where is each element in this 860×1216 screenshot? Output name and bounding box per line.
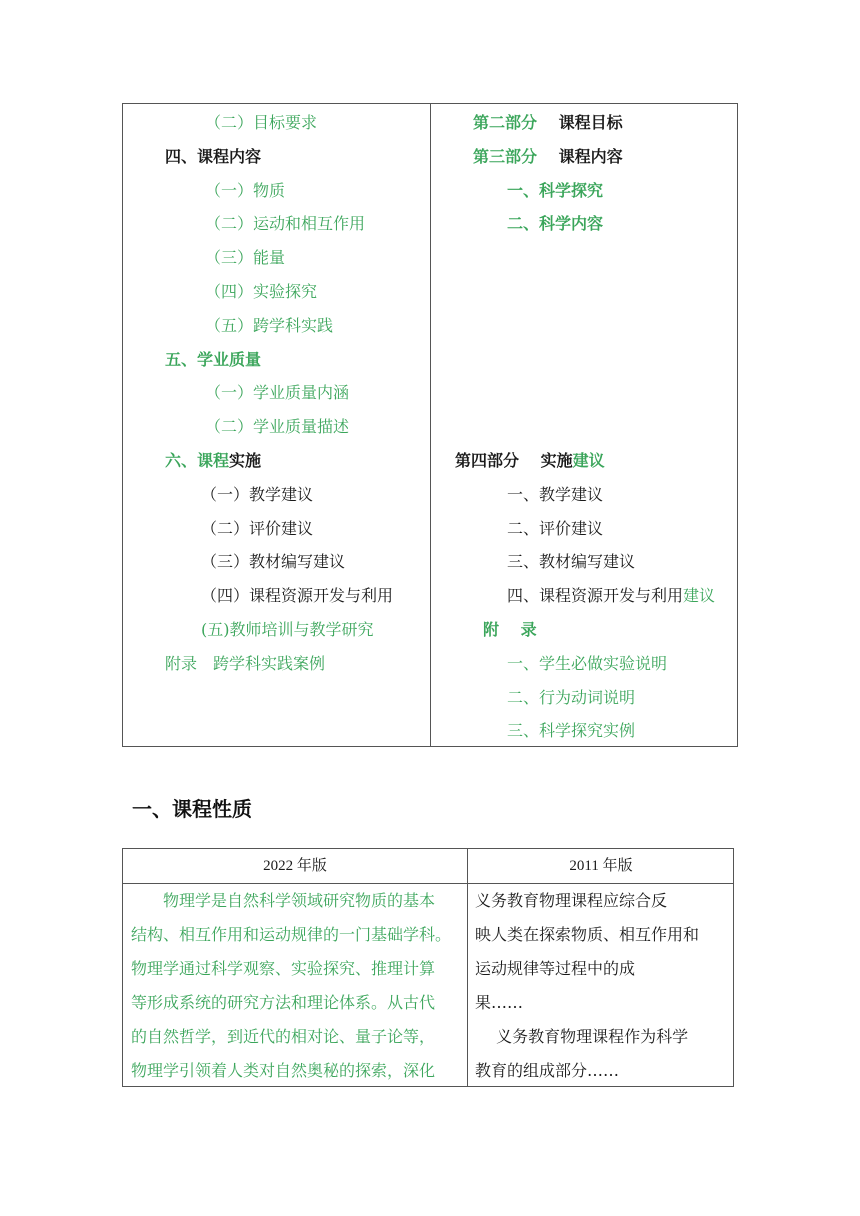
toc-left-item-part: 实施	[229, 451, 262, 470]
toc-right-item-part: 建议	[572, 451, 605, 470]
toc-left-item	[165, 451, 261, 471]
paragraph-line: 物理学通过科学观察、实验探究、推理计算	[131, 959, 436, 978]
toc-right-item	[507, 485, 603, 505]
toc-right-column	[431, 104, 739, 746]
section-heading: 一、课程性质	[132, 797, 252, 821]
text-2011	[475, 884, 731, 1088]
toc-right-item	[507, 181, 603, 201]
toc-right-item	[507, 721, 635, 741]
toc-right-item-part: 二、评价建议	[507, 518, 604, 538]
toc-right-item	[507, 519, 603, 539]
paragraph-line: 映人类在探索物质、相互作用和	[475, 925, 700, 944]
toc-left-item: 五、学业质量	[165, 349, 262, 369]
toc-left-item: 四、课程内容	[165, 146, 262, 166]
toc-right-item-part: 建议	[683, 586, 716, 606]
toc-right-item	[473, 113, 623, 133]
toc-right-item-part: 二、行为动词说明	[507, 687, 636, 707]
toc-right-item-part: 课程内容	[537, 146, 623, 166]
toc-right-item-part: 二、科学内容	[507, 214, 604, 234]
paragraph-line: 果……	[475, 993, 524, 1012]
text-2022	[131, 884, 463, 1088]
toc-right-item	[507, 654, 667, 674]
toc-left-item: （三）教材编写建议	[201, 552, 346, 572]
toc-left-column	[123, 104, 430, 746]
toc-right-item	[455, 451, 605, 471]
toc-right-item-part: 第四部分 实施	[455, 451, 573, 470]
version-comparison-table	[122, 848, 734, 1087]
toc-left-item: （五）跨学科实践	[205, 315, 334, 335]
paragraph-line: 义务教育物理课程作为科学	[475, 1027, 689, 1046]
toc-left-item: （一）物质	[205, 180, 286, 200]
toc-right-item-part: 第三部分	[473, 146, 538, 166]
toc-right-item-part: 附 录	[483, 620, 537, 639]
toc-right-item-part: 一、教学建议	[507, 484, 604, 504]
toc-left-item: 附录 跨学科实践案例	[165, 653, 326, 673]
toc-left-item: （三）能量	[205, 248, 286, 268]
toc-right-item	[507, 214, 603, 234]
header-2022: 2022 年版	[263, 858, 327, 874]
toc-right-item-part: 一、科学探究	[507, 180, 604, 200]
paragraph-line: 物理学是自然科学领域研究物质的基本	[131, 891, 436, 910]
toc-left-item: （二）目标要求	[205, 113, 318, 132]
paragraph-line: 教育的组成部分……	[475, 1061, 620, 1080]
toc-left-item-part: 六、课程	[165, 451, 230, 470]
toc-right-item	[473, 147, 623, 167]
table-divider	[467, 849, 468, 1086]
toc-right-item	[507, 688, 635, 708]
paragraph-line: 结构、相互作用和运动规律的一门基础学科。	[131, 925, 452, 944]
toc-left-item: （二）运动和相互作用	[205, 214, 366, 234]
toc-right-item-part: 一、学生必做实验说明	[507, 653, 668, 673]
toc-comparison-table	[122, 103, 738, 747]
toc-right-item-part: 四、课程资源开发与利用	[507, 586, 684, 606]
toc-left-item: （一）教学建议	[201, 484, 314, 504]
toc-right-item-part: 课程目标	[537, 113, 623, 132]
toc-left-item: (五)教师培训与教学研究	[201, 620, 374, 639]
toc-left-item: （四）实验探究	[205, 282, 318, 301]
paragraph-line: 物理学引领着人类对自然奥秘的探索，深化	[131, 1061, 436, 1080]
toc-right-item	[507, 552, 635, 572]
toc-right-item-part: 第二部分	[473, 113, 538, 132]
paragraph-line: 等形成系统的研究方法和理论体系。从古代	[131, 993, 436, 1012]
toc-left-item: （二）评价建议	[201, 518, 314, 538]
toc-left-item: （二）学业质量描述	[205, 417, 350, 437]
toc-right-item-part: 三、科学探究实例	[507, 721, 636, 741]
paragraph-line: 的自然哲学，到近代的相对论、量子论等，	[131, 1027, 436, 1046]
paragraph-line: 义务教育物理课程应综合反	[475, 891, 668, 910]
toc-right-item	[507, 586, 715, 606]
header-2011: 2011 年版	[569, 858, 633, 874]
toc-right-item-part: 三、教材编写建议	[507, 552, 636, 572]
toc-left-item: （四）课程资源开发与利用	[201, 586, 394, 606]
toc-right-item	[483, 620, 537, 640]
paragraph-line: 运动规律等过程中的成	[475, 959, 636, 978]
toc-left-item: （一）学业质量内涵	[205, 383, 350, 403]
